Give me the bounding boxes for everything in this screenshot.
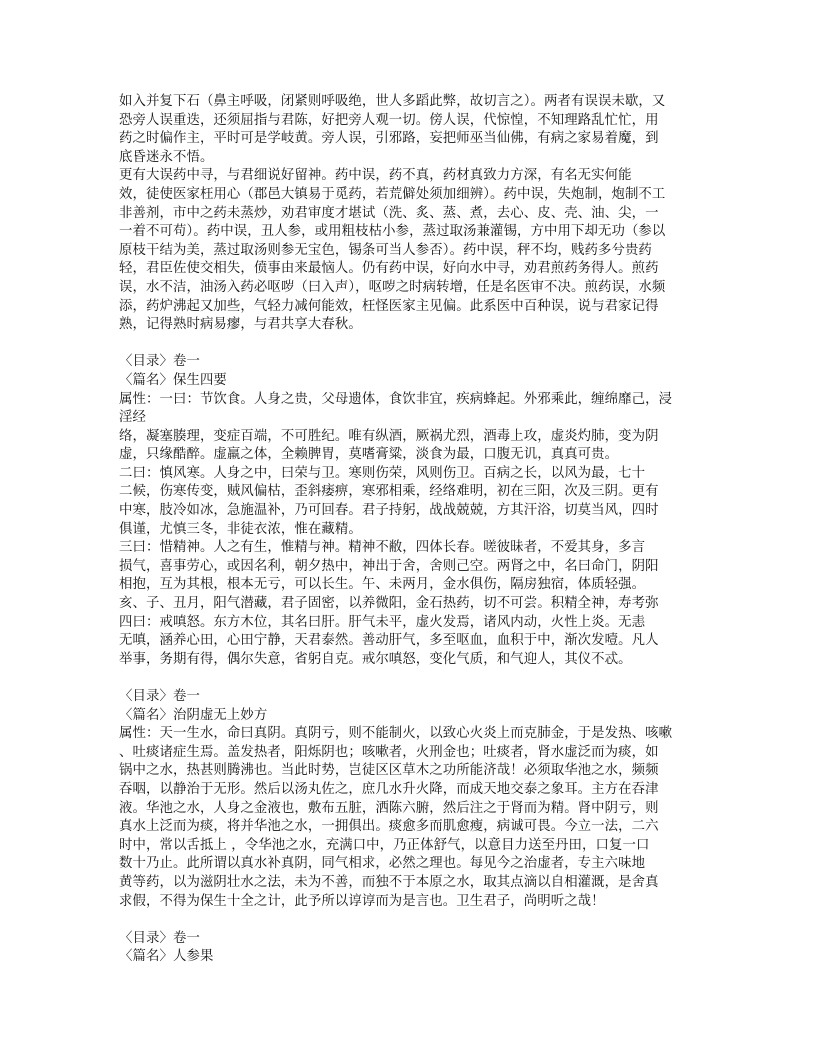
section-title: 〈篇名〉治阴虚无上妙方	[119, 707, 268, 723]
text-line: 更有大误药中寻，与君细说好留神。药中误，药不真，药材真致力方深，有名无实何能	[119, 168, 632, 184]
text-line: 底昏迷永不悟。	[119, 149, 214, 165]
text-line: 求假，不得为保生十全之计，此予所以谆谆而为是言也。卫生君子，尚明听之哉！	[119, 893, 605, 909]
section-catalog-label: 〈目录〉卷一	[119, 689, 200, 704]
text-line: 亥、子、丑月，阳气潜藏，君子固密，以养微阳，金石热药，切不可尝。积精全神，寿考弥	[119, 596, 659, 612]
text-line: 三曰：惜精神。人之有生，惟精与神。精神不敝，四体长春。嗟彼昧者，不爱其身，多言	[119, 540, 646, 556]
blank-line	[119, 335, 699, 354]
section-catalog-label: 〈目录〉卷一	[119, 354, 200, 370]
document-body	[119, 93, 699, 967]
section-title: 〈篇名〉保生四要	[119, 372, 227, 388]
text-line: 、吐痰诸症生焉。盖发热者，阳烁阴也；咳嗽者，火刑金也；吐痰者，肾水虚泛而为痰，如	[119, 744, 659, 760]
text-line: 属性：一曰：节饮食。人身之贵，父母遗体，食饮非宜，疾病蜂起。外邪乘此，缠绵靡己，浸	[119, 391, 673, 407]
text-line: 淫经	[119, 410, 146, 426]
text-line: 虚，只缘酷醉。虚羸之体，全赖脾胃，莫嗜膏粱，淡食为最，口腹无讥，真真可贵。	[119, 447, 619, 463]
section-catalog-label: 〈目录〉卷一	[119, 930, 200, 946]
text-line: 俱谨，尤慎三冬，非徒衣浓，惟在藏精。	[119, 521, 362, 537]
text-line: 二曰：慎风寒。人身之中，曰荣与卫。寒则伤荣，风则伤卫。百病之长，以风为最，七十	[119, 465, 646, 481]
text-line: 相抱，互为其根，根本无亏，可以长生。午、未两月，金水俱伤，隔房独宿，体质轻强。	[119, 577, 646, 593]
text-line: 误，水不洁，油汤入药必呕哕（曰入声），呕哕之时病转增，任是名医审不决。煎药误，水频	[119, 279, 666, 295]
text-line: 真水上泛而为痰，将并华池之水，一拥俱出。痰愈多而肌愈瘦，病诚可畏。今立一法，二六	[119, 819, 659, 835]
text-line: 效，徒使医家枉用心（郡邑大镇易于觅药，若荒僻处须加细辨）。药中误，失炮制，炮制不工	[119, 186, 666, 202]
text-line: 液。华池之水，人身之金液也，敷布五脏，洒陈六腑，然后注之于肾而为精。肾中阴亏，则	[119, 800, 659, 816]
text-line: 损气，喜事劳心，或因名利，朝夕热中，神出于舍，舍则己空。两肾之中，名曰命门，阴阳	[119, 558, 659, 574]
text-line: 添，药炉沸起又加些，气轻力减何能效，枉怪医家主见偏。此系医中百种误，说与君家记得	[119, 298, 659, 314]
text-line: 非善剂，市中之药未蒸炒，劝君审度才堪试（洗、炙、蒸、煮，去心、皮、壳、油、尖，一	[119, 205, 659, 221]
section-title: 〈篇名〉人参果	[119, 949, 214, 965]
text-line: 时中，常以舌抵上 ，令华池之水，充满口中，乃正体舒气，以意目力送至丹田，口复一口	[119, 837, 650, 853]
text-line: 药之时偏作主，平时可是学岐黄。旁人误，引邪路，妄把师巫当仙佛，有病之家易着魔，到	[119, 131, 659, 147]
text-line: 数十乃止。此所谓以真水补真阴，同气相求，必然之理也。每见今之治虚者，专主六味地	[119, 856, 646, 872]
text-line: 轻，君臣佐使交相失，偾事由来最恼人。仍有药中误，好向水中寻，劝君煎药务得人。煎药	[119, 261, 659, 277]
text-line: 二候，伤寒传变，贼风偏枯，歪斜痿痹，寒邪相乘，经络难明，初在三阳，次及三阴。更有	[119, 484, 659, 500]
text-line: 黄等药，以为滋阴壮水之法，未为不善，而独不于本原之水，取其点滴以自相灌溉，是舍真	[119, 874, 659, 890]
text-line: 四曰：戒嗔怒。东方木位，其名曰肝。肝气未平，虚火发焉，诸风内动，火性上炎。无恚	[119, 614, 646, 630]
text-line: 原枝干结为美，蒸过取汤则参无宝色，锡条可当人参否）。药中误，秤不均，贱药多兮贵药	[119, 242, 652, 258]
text-line: 如入并复下石（鼻主呼吸，闭紧则呼吸绝，世人多蹈此弊，故切言之）。两者有误误未歇，又	[119, 94, 666, 109]
blank-line	[119, 911, 699, 930]
text-line: 一着不可苟）。药中误，丑人参，或用粗枝枯小参，蒸过取汤兼灌锡，方中用下却无功（参以	[119, 224, 666, 240]
text-line: 中寒，肢冷如冰，急施温补，乃可回春。君子持躬，战战兢兢，方其汗浴，切莫当风，四时	[119, 503, 659, 519]
blank-line	[119, 669, 699, 688]
text-line: 无嗔，涵养心田，心田宁静，天君泰然。善动肝气，多至呕血，血积于中，渐次发噎。凡人	[119, 633, 659, 649]
text-line: 络，凝塞腠理，变症百端，不可胜纪。唯有纵酒，厥祸尤烈，酒毒上攻，虚炎灼肺，变为阴	[119, 428, 659, 444]
text-line: 恐旁人误重迭，还须屈指与君陈，好把旁人观一切。傍人误，代惊惶，不知理路乱忙忙，用	[119, 112, 659, 128]
text-line: 熟，记得熟时病易瘳，与君共享大春秋。	[119, 317, 362, 333]
text-line: 吞咽，以静治于无形。然后以汤丸佐之，庶几水升火降，而成天地交泰之象耳。主方在吞津	[119, 781, 659, 797]
text-line: 属性：天一生水，命曰真阴。真阴亏，则不能制火，以致心火炎上而克肺金，于是发热、咳嗽	[119, 726, 673, 742]
text-line: 锅中之水，热甚则腾沸也。当此时势，岂徒区区草木之功所能济哉！必须取华池之水，频频	[119, 763, 659, 779]
text-line: 举事，务期有得，偶尔失意，省躬自克。戒尔嗔怒，变化气质，和气迎人，其仪不忒。	[119, 651, 632, 667]
